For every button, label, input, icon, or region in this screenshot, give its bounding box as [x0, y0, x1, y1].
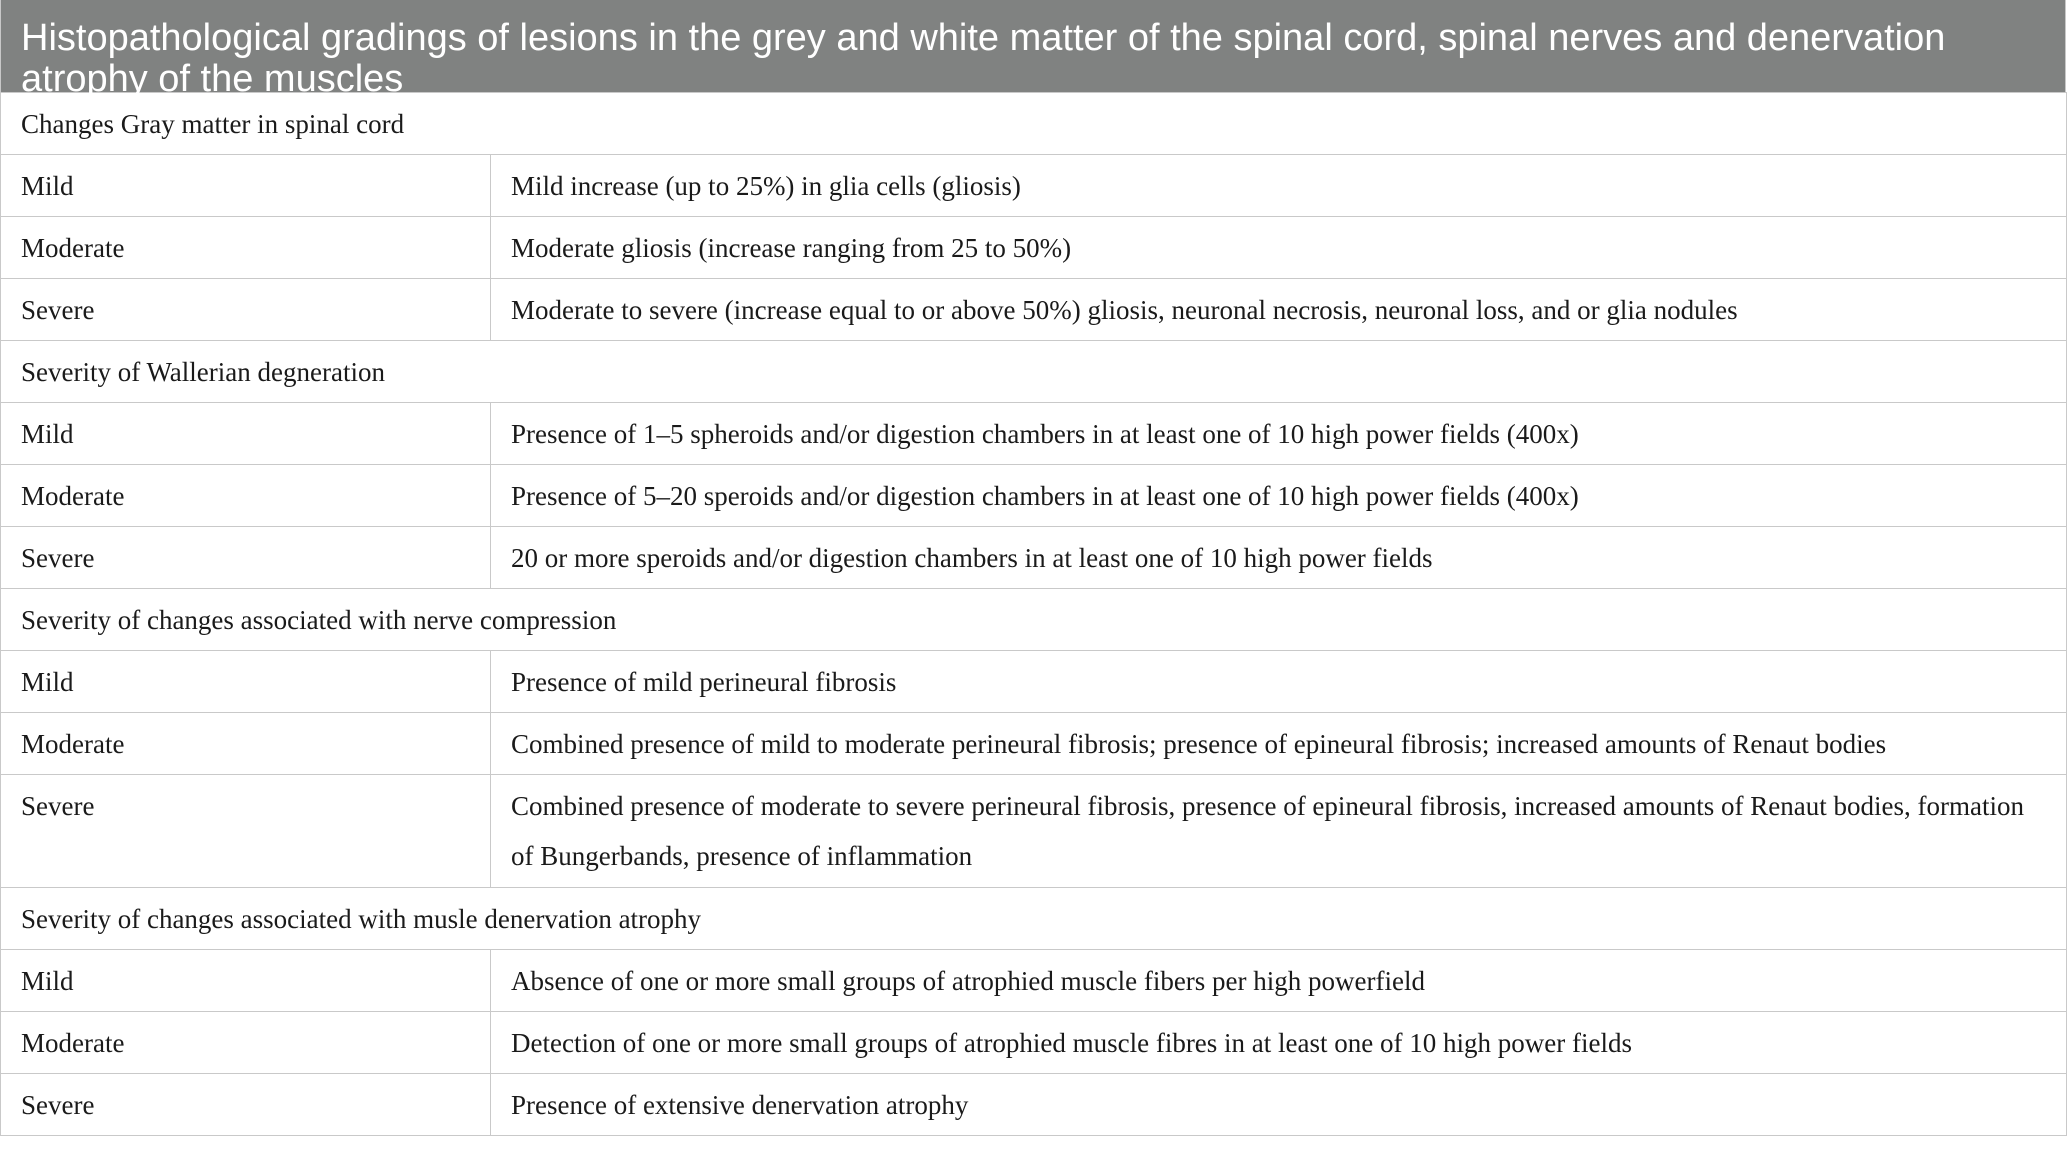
- description-cell: Presence of extensive denervation atrophy: [491, 1074, 2067, 1136]
- grade-cell: Severe: [1, 1074, 491, 1136]
- table-row: [1, 527, 2067, 589]
- section-heading-row: [1, 589, 2067, 651]
- description-cell: Presence of 1–5 spheroids and/or digestion chambers in at least one of 10 high power fields (400x): [491, 403, 2067, 465]
- grade-cell: Severe: [1, 527, 491, 589]
- table-row: [1, 465, 2067, 527]
- grade-cell: Mild: [1, 403, 491, 465]
- section-heading-row: [1, 888, 2067, 950]
- description-cell: Combined presence of mild to moderate perineural fibrosis; presence of epineural fibrosis; increased amounts of Renaut bodies: [491, 713, 2067, 775]
- grade-cell: Severe: [1, 279, 491, 341]
- description-cell: Combined presence of moderate to severe perineural fibrosis, presence of epineural fibrosis, increased amounts of Renaut bodies, formation of Bungerbands, presence of inflammation: [491, 775, 2067, 888]
- grade-cell: Severe: [1, 775, 491, 888]
- section-heading: Severity of Wallerian degneration: [1, 341, 2067, 403]
- table-row: [1, 651, 2067, 713]
- table-row: [1, 279, 2067, 341]
- description-cell: Moderate gliosis (increase ranging from 25 to 50%): [491, 217, 2067, 279]
- description-cell: Absence of one or more small groups of atrophied muscle fibers per high powerfield: [491, 950, 2067, 1012]
- grade-cell: Mild: [1, 651, 491, 713]
- grade-cell: Moderate: [1, 713, 491, 775]
- grade-cell: Moderate: [1, 217, 491, 279]
- description-cell: 20 or more speroids and/or digestion chambers in at least one of 10 high power fields: [491, 527, 2067, 589]
- grade-cell: Mild: [1, 950, 491, 1012]
- table-row: [1, 775, 2067, 888]
- table-title: Histopathological gradings of lesions in the grey and white matter of the spinal cord, spinal nerves and denervation atrophy of the muscles: [0, 0, 2066, 92]
- section-heading: Severity of changes associated with musle denervation atrophy: [1, 888, 2067, 950]
- table-row: [1, 155, 2067, 217]
- table-row: [1, 403, 2067, 465]
- table-row: [1, 713, 2067, 775]
- section-heading-row: [1, 93, 2067, 155]
- description-cell: Presence of 5–20 speroids and/or digestion chambers in at least one of 10 high power fields (400x): [491, 465, 2067, 527]
- grade-cell: Moderate: [1, 465, 491, 527]
- table-row: [1, 950, 2067, 1012]
- section-heading: Severity of changes associated with nerve compression: [1, 589, 2067, 651]
- description-cell: Presence of mild perineural fibrosis: [491, 651, 2067, 713]
- section-heading: Changes Gray matter in spinal cord: [1, 93, 2067, 155]
- grading-table-body: [0, 92, 2067, 1136]
- table-row: [1, 1012, 2067, 1074]
- section-heading-row: [1, 341, 2067, 403]
- description-cell: Moderate to severe (increase equal to or above 50%) gliosis, neuronal necrosis, neuronal loss, and or glia nodules: [491, 279, 2067, 341]
- table-row: [1, 217, 2067, 279]
- description-cell: Mild increase (up to 25%) in glia cells (gliosis): [491, 155, 2067, 217]
- grade-cell: Moderate: [1, 1012, 491, 1074]
- description-cell: Detection of one or more small groups of atrophied muscle fibres in at least one of 10 high power fields: [491, 1012, 2067, 1074]
- grade-cell: Mild: [1, 155, 491, 217]
- table-row: [1, 1074, 2067, 1136]
